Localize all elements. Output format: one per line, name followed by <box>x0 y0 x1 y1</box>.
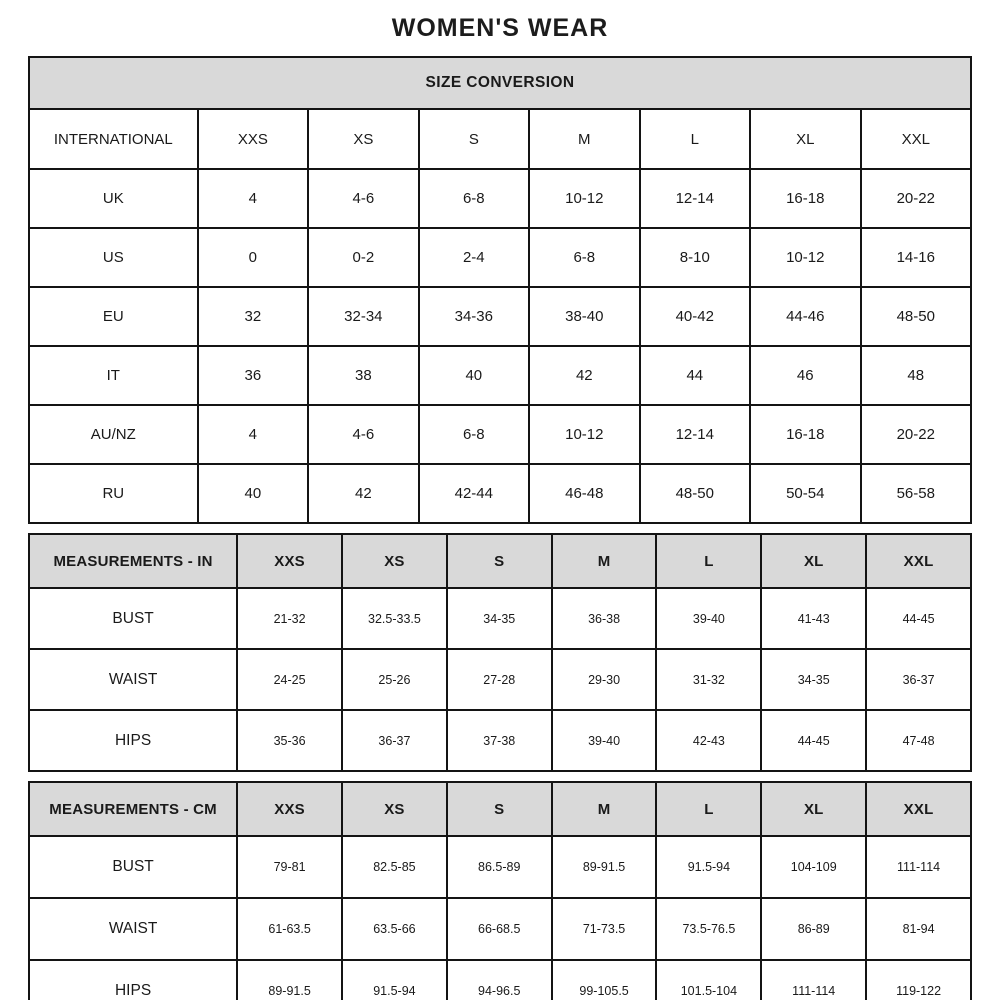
table-row <box>29 405 971 464</box>
table-cell: 16-18 <box>750 405 860 464</box>
table-cell: 32 <box>198 287 308 346</box>
table-cell: 34-36 <box>419 287 529 346</box>
table-cell: 6-8 <box>419 169 529 228</box>
row-label: BUST <box>29 588 237 649</box>
column-header: M <box>552 534 657 588</box>
table-cell: 34-35 <box>761 649 866 710</box>
table-cell: 10-12 <box>529 405 639 464</box>
table-cell: 36-37 <box>866 649 971 710</box>
column-header: XL <box>761 782 866 836</box>
row-label: AU/NZ <box>29 405 198 464</box>
table-cell: 48-50 <box>861 287 971 346</box>
table-row <box>29 287 971 346</box>
table-cell: 50-54 <box>750 464 860 523</box>
table-banner: SIZE CONVERSION <box>29 57 971 109</box>
table-cell: 91.5-94 <box>342 960 447 1000</box>
table-cell: 86.5-89 <box>447 836 552 898</box>
table-header-label: MEASUREMENTS - CM <box>29 782 237 836</box>
table-row <box>29 649 971 710</box>
table-cell: 35-36 <box>237 710 342 771</box>
table-cell: 99-105.5 <box>552 960 657 1000</box>
row-label: IT <box>29 346 198 405</box>
row-label: WAIST <box>29 649 237 710</box>
table-cell: 91.5-94 <box>656 836 761 898</box>
column-header: XL <box>750 109 860 169</box>
table-cell: 38-40 <box>529 287 639 346</box>
table-cell: 6-8 <box>419 405 529 464</box>
table-cell: 42-44 <box>419 464 529 523</box>
table-cell: 81-94 <box>866 898 971 960</box>
column-header: INTERNATIONAL <box>29 109 198 169</box>
table-cell: 44-45 <box>761 710 866 771</box>
table-cell: 25-26 <box>342 649 447 710</box>
table-cell: 4-6 <box>308 169 418 228</box>
table-cell: 37-38 <box>447 710 552 771</box>
table-cell: 4 <box>198 405 308 464</box>
table-cell: 101.5-104 <box>656 960 761 1000</box>
table-cell: 10-12 <box>750 228 860 287</box>
table-cell: 44 <box>640 346 750 405</box>
table-cell: 63.5-66 <box>342 898 447 960</box>
table-cell: 44-45 <box>866 588 971 649</box>
column-header: M <box>529 109 639 169</box>
table-cell: 61-63.5 <box>237 898 342 960</box>
table-cell: 2-4 <box>419 228 529 287</box>
size-conversion-table <box>28 56 972 524</box>
column-header: L <box>656 534 761 588</box>
table-cell: 40 <box>198 464 308 523</box>
table-cell: 111-114 <box>866 836 971 898</box>
column-header: XXL <box>866 782 971 836</box>
row-label: WAIST <box>29 898 237 960</box>
table-cell: 34-35 <box>447 588 552 649</box>
table-cell: 42 <box>308 464 418 523</box>
table-cell: 4 <box>198 169 308 228</box>
table-cell: 36 <box>198 346 308 405</box>
table-row <box>29 464 971 523</box>
table-cell: 44-46 <box>750 287 860 346</box>
row-label: RU <box>29 464 198 523</box>
table-cell: 82.5-85 <box>342 836 447 898</box>
table-cell: 40 <box>419 346 529 405</box>
table-cell: 48 <box>861 346 971 405</box>
column-header: XXS <box>198 109 308 169</box>
table-cell: 73.5-76.5 <box>656 898 761 960</box>
column-header: XS <box>342 782 447 836</box>
table-cell: 10-12 <box>529 169 639 228</box>
column-header: S <box>419 109 529 169</box>
table-cell: 42 <box>529 346 639 405</box>
table-cell: 119-122 <box>866 960 971 1000</box>
table-cell: 79-81 <box>237 836 342 898</box>
table-cell: 48-50 <box>640 464 750 523</box>
table-row <box>29 228 971 287</box>
table-cell: 71-73.5 <box>552 898 657 960</box>
table-cell: 24-25 <box>237 649 342 710</box>
table-cell: 38 <box>308 346 418 405</box>
row-label: US <box>29 228 198 287</box>
table-cell: 39-40 <box>552 710 657 771</box>
table-cell: 12-14 <box>640 169 750 228</box>
table-cell: 0 <box>198 228 308 287</box>
table-cell: 46-48 <box>529 464 639 523</box>
table-cell: 47-48 <box>866 710 971 771</box>
table-cell: 36-37 <box>342 710 447 771</box>
column-header: S <box>447 534 552 588</box>
column-header: XXL <box>861 109 971 169</box>
table-cell: 86-89 <box>761 898 866 960</box>
column-header-row <box>29 109 971 169</box>
table-cell: 89-91.5 <box>552 836 657 898</box>
page-title: WOMEN'S WEAR <box>391 14 609 42</box>
column-header: XL <box>761 534 866 588</box>
table-cell: 14-16 <box>861 228 971 287</box>
table-cell: 32-34 <box>308 287 418 346</box>
column-header: L <box>640 109 750 169</box>
column-header: XXL <box>866 534 971 588</box>
table-cell: 31-32 <box>656 649 761 710</box>
table-cell: 27-28 <box>447 649 552 710</box>
measurements-cm-table <box>28 781 972 1000</box>
table-cell: 111-114 <box>761 960 866 1000</box>
table-cell: 6-8 <box>529 228 639 287</box>
table-header-row <box>29 534 971 588</box>
table-cell: 41-43 <box>761 588 866 649</box>
table-row <box>29 836 971 898</box>
table-banner-row <box>29 57 971 109</box>
table-row <box>29 898 971 960</box>
table-cell: 8-10 <box>640 228 750 287</box>
table-cell: 46 <box>750 346 860 405</box>
table-row <box>29 710 971 771</box>
column-header: XXS <box>237 534 342 588</box>
table-cell: 0-2 <box>308 228 418 287</box>
table-cell: 104-109 <box>761 836 866 898</box>
table-cell: 39-40 <box>656 588 761 649</box>
table-cell: 20-22 <box>861 169 971 228</box>
table-cell: 12-14 <box>640 405 750 464</box>
table-cell: 21-32 <box>237 588 342 649</box>
column-header: XS <box>308 109 418 169</box>
row-label: UK <box>29 169 198 228</box>
measurements-in-table <box>28 533 972 772</box>
table-cell: 94-96.5 <box>447 960 552 1000</box>
row-label: HIPS <box>29 960 237 1000</box>
column-header: XS <box>342 534 447 588</box>
table-cell: 40-42 <box>640 287 750 346</box>
row-label: BUST <box>29 836 237 898</box>
table-row <box>29 960 971 1000</box>
column-header: M <box>552 782 657 836</box>
table-cell: 56-58 <box>861 464 971 523</box>
column-header: L <box>656 782 761 836</box>
column-header: XXS <box>237 782 342 836</box>
table-cell: 4-6 <box>308 405 418 464</box>
table-header-row <box>29 782 971 836</box>
table-row <box>29 346 971 405</box>
table-cell: 20-22 <box>861 405 971 464</box>
table-cell: 36-38 <box>552 588 657 649</box>
table-cell: 66-68.5 <box>447 898 552 960</box>
row-label: EU <box>29 287 198 346</box>
table-cell: 16-18 <box>750 169 860 228</box>
column-header: S <box>447 782 552 836</box>
table-cell: 42-43 <box>656 710 761 771</box>
row-label: HIPS <box>29 710 237 771</box>
table-cell: 29-30 <box>552 649 657 710</box>
table-row <box>29 169 971 228</box>
table-cell: 32.5-33.5 <box>342 588 447 649</box>
table-header-label: MEASUREMENTS - IN <box>29 534 237 588</box>
table-cell: 89-91.5 <box>237 960 342 1000</box>
table-row <box>29 588 971 649</box>
